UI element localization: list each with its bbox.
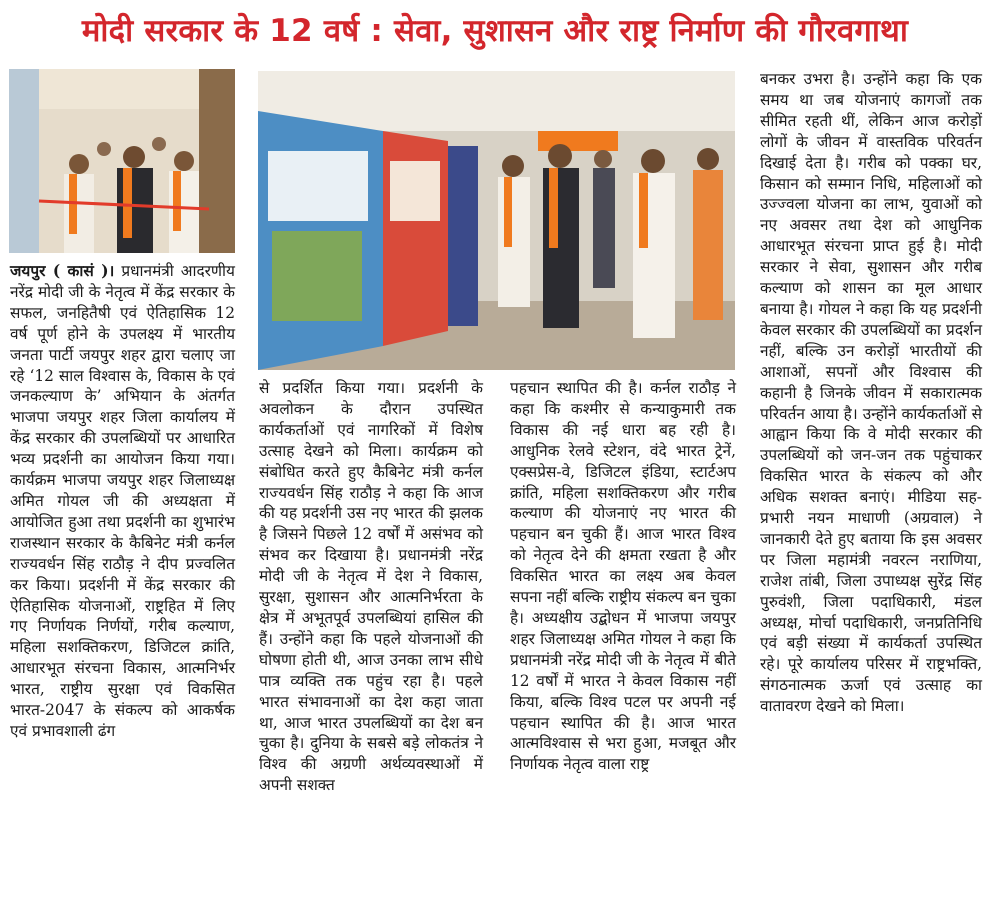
column-1 xyxy=(10,261,235,742)
column-4 xyxy=(760,69,982,717)
headline: मोदी सरकार के 12 वर्ष : सेवा, सुशासन और राष्ट्र निर्माण की गौरवगाथा xyxy=(81,13,909,49)
photo-exhibition xyxy=(258,71,735,370)
column-3 xyxy=(510,378,736,775)
column-2-text: से प्रदर्शित किया गया। प्रदर्शनी के अवलोकन के दौरान उपस्थित कार्यकर्ताओं एवं नागरिकों में विशेष उत्साह देखने को मिला। कार्यक्रम को संबोधित करते हुए कैबिनेट मंत्री कर्नल राज्यवर्धन सिंह राठौड़ ने कहा कि आज की यह प्रदर्शनी उस नए भारत की झलक है जिसने पिछले 12 वर्षों में असंभव को संभव कर दिखाया है। प्रधानमंत्री नरेंद्र मोदी जी के नेतृत्व में देश ने विकास, सुरक्षा, सुशासन और आत्मनिर्भरता के क्षेत्र में अभूतपूर्व उपलब्धियां हासिल की हैं। उन्होंने कहा कि पहले योजनाओं की घोषणा होती थी, आज उनका लाभ सीधे पात्र व्यक्ति तक पहुंच रहा है। पहले भारत संभावनाओं का देश कहा जाता था, आज भारत उपलब्धियों का देश बन चुका है। दुनिया के सबसे बड़े लोकतंत्र ने विश्व की अग्रणी अर्थव्यवस्थाओं में अपनी सशक्त xyxy=(259,379,483,795)
column-3-text: पहचान स्थापित की है। कर्नल राठौड़ ने कहा कि कश्मीर से कन्याकुमारी तक विकास की नई धारा बह रही है। आधुनिक रेलवे स्टेशन, वंदे भारत ट्रेनें, एक्सप्रेस-वे, डिजिटल इंडिया, स्टार्टअप क्रांति, महिला सशक्तिकरण और गरीब कल्याण की योजनाएं नए भारत की पहचान बन चुकी हैं। आज भारत विश्व को नेतृत्व देने की क्षमता रखता है और विकसित भारत का लक्ष्य अब केवल सपना नहीं बल्कि राष्ट्रीय संकल्प बन चुका है। अध्यक्षीय उद्बोधन में भाजपा जयपुर शहर जिलाध्यक्ष अमित गोयल ने कहा कि प्रधानमंत्री नरेंद्र मोदी जी के नेतृत्व में बीते 12 वर्षों में भारत ने केवल विकास नहीं किया, बल्कि विश्व पटल पर अपनी नई पहचान स्थापित की है। आज भारत आत्मविश्वास से भरा हुआ, मजबूत और निर्णायक नेतृत्व वाला राष्ट्र xyxy=(510,379,736,774)
column-2 xyxy=(259,378,483,796)
dateline: जयपुर ( कासं )। xyxy=(10,262,115,280)
column-1-text: प्रधानमंत्री आदरणीय नरेंद्र मोदी जी के नेतृत्व में केंद्र सरकार के सफल, जनहितैषी एवं ऐतिहासिक 12 वर्ष पूर्ण होने के उपलक्ष्य में भारतीय जनता पार्टी जयपुर शहर द्वारा चलाए जा रहे ‘12 साल विश्वास के, विकास के एवं जनकल्याण के’ अभियान के अंतर्गत भाजपा जयपुर शहर जिला कार्यालय में केंद्र सरकार की उपलब्धियों पर आधारित भव्य प्रदर्शनी का आयोजन किया गया। कार्यक्रम भाजपा जयपुर शहर जिलाध्यक्ष अमित गोयल जी की अध्यक्षता में आयोजित हुआ तथा प्रदर्शनी का शुभारंभ राजस्थान सरकार के कैबिनेट मंत्री कर्नल राज्यवर्धन सिंह राठौड़ ने दीप प्रज्वलित कर किया। प्रदर्शनी में केंद्र सरकार की ऐतिहासिक योजनाओं, राष्ट्रहित में लिए गए निर्णायक निर्णयों, गरीब कल्याण, महिला सशक्तिकरण, डिजिटल क्रांति, आधारभूत संरचना विकास, आत्मनिर्भर भारत, राष्ट्रीय सुरक्षा एवं विकसित भारत-2047 के संकल्प को आकर्षक एवं प्रभावशाली ढंग xyxy=(10,262,235,740)
photo-ribbon-cutting xyxy=(9,69,235,253)
column-4-text: बनकर उभरा है। उन्होंने कहा कि एक समय था जब योजनाएं कागजों तक सीमित रहती थीं, लेकिन आज करोड़ों लोगों के जीवन में वास्तविक परिवर्तन दिखाई देता है। गरीब को पक्का घर, किसान को सम्मान निधि, महिलाओं को उज्ज्वला योजना का लाभ, युवाओं को नए अवसर तथा देश को आधुनिक आधारभूत संरचना प्राप्त हुई है। मोदी सरकार ने सेवा, सुशासन और गरीब कल्याण को शासन का मूल आधार बनाया है। गोयल ने कहा कि यह प्रदर्शनी केवल सरकार की उपलब्धियों का प्रदर्शन नहीं, बल्कि उन करोड़ों भारतीयों की आशाओं, सपनों और विश्वास की कहानी है जिनके जीवन में सकारात्मक परिवर्तन आया है। उन्होंने कार्यकर्ताओं से आह्वान किया कि वे मोदी सरकार की उपलब्धियों को जन-जन तक पहुंचाकर विकसित भारत के संकल्प को और अधिक सशक्त बनाएं। मीडिया सह-प्रभारी नयन माधाणी (अग्रवाल) ने जानकारी देते हुए बताया कि इस अवसर पर जिला महामंत्री नवरत्न नराणिया, राजेश तांबी, जिला उपाध्यक्ष सुरेंद्र सिंह पुरुवंशी, जिला पदाधिकारी, मंडल अध्यक्ष, मोर्चा पदाधिकारी, जनप्रतिनिधि एवं बड़ी संख्या में कार्यकर्ता उपस्थित रहे। पूरे कार्यालय परिसर में राष्ट्रभक्ति, संगठनात्मक ऊर्जा एवं उत्साह का वातावरण देखने को मिला। xyxy=(760,70,982,716)
